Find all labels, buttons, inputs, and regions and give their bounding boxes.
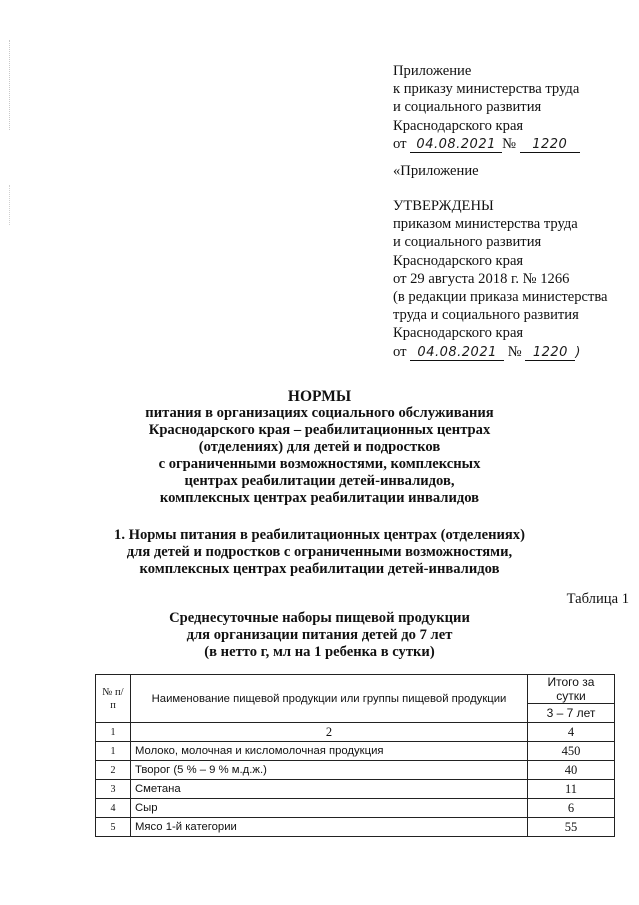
section-line: 1. Нормы питания в реабилитационных центрах (отделениях) [114, 527, 525, 543]
handwritten-number: 1220 [520, 137, 580, 153]
approval-line: приказом министерства труда [393, 216, 578, 233]
table-title-line: для организации питания детей до 7 лет [186, 627, 453, 643]
row-value: 55 [528, 818, 615, 837]
approval-line: (в редакции приказа министерства [393, 289, 608, 306]
number-label: № [502, 135, 517, 152]
handwritten-date: 04.08.2021 [410, 137, 502, 153]
approval-line: Краснодарского края [393, 252, 524, 269]
header-product-name: Наименование пищевой продукции или группы пищевой продукции [131, 675, 528, 723]
row-number: 1 [96, 742, 131, 761]
row-number: 2 [96, 761, 131, 780]
table-label: Таблица 1 [566, 591, 629, 607]
approval-date-line [393, 343, 633, 362]
title-line: (отделениях) для детей и подростков [198, 439, 441, 455]
title-line: с ограниченными возможностями, комплексных [158, 456, 481, 472]
appendix-line: и социального развития [393, 99, 542, 116]
row-number: 4 [96, 799, 131, 818]
approval-block [393, 197, 633, 362]
food-norms-table [95, 674, 615, 837]
row-number: 5 [96, 818, 131, 837]
index-cell: 1 [96, 723, 131, 742]
approval-line: Краснодарского края [393, 325, 524, 342]
scan-artifact [9, 185, 11, 225]
row-product: Сыр [131, 799, 528, 818]
table-row [96, 761, 615, 780]
approved-heading: УТВЕРЖДЕНЫ [393, 198, 494, 214]
section-heading [0, 527, 639, 578]
table-title [0, 610, 639, 661]
appendix-header [393, 62, 633, 153]
closing-paren: ) [575, 344, 581, 360]
approval-line: труда и социального развития [393, 307, 579, 324]
row-value: 11 [528, 780, 615, 799]
table-index-row [96, 723, 615, 742]
row-product: Творог (5 % – 9 % м.д.ж.) [131, 761, 528, 780]
row-value: 40 [528, 761, 615, 780]
title-line: центрах реабилитации детей-инвалидов, [184, 473, 455, 489]
appendix-line: Краснодарского края [393, 117, 524, 134]
table-title-line: Среднесуточные наборы пищевой продукции [169, 610, 470, 626]
title-line: комплексных центрах реабилитации инвалидов [159, 490, 480, 506]
header-daily-total: Итого за сутки [528, 675, 615, 704]
section-line: комплексных центрах реабилитации детей-инвалидов [139, 561, 500, 577]
title-line: Краснодарского края – реабилитационных центрах [148, 422, 491, 438]
appendix-date-line [393, 135, 633, 153]
table-title-line: (в нетто г, мл на 1 ребенка в сутки) [204, 644, 435, 660]
from-label: от [393, 135, 407, 152]
header-age: 3 – 7 лет [528, 704, 615, 723]
row-product: Мясо 1-й категории [131, 818, 528, 837]
number-label: № [507, 343, 522, 360]
section-line: для детей и подростков с ограниченными возможностями, [126, 544, 513, 560]
approval-line: и социального развития [393, 234, 542, 251]
header-number: № п/п [96, 675, 131, 723]
index-cell: 2 [131, 723, 528, 742]
row-product: Молоко, молочная и кисломолочная продукция [131, 742, 528, 761]
scan-artifact [9, 40, 11, 130]
table-row [96, 742, 615, 761]
appendix-line: Приложение [393, 63, 472, 79]
title-line: питания в организациях социального обслуживания [145, 405, 494, 421]
row-number: 3 [96, 780, 131, 799]
inner-appendix [393, 162, 633, 180]
row-product: Сметана [131, 780, 528, 799]
handwritten-date: 04.08.2021 [410, 345, 504, 361]
inner-appendix-line: «Приложение [393, 163, 479, 179]
table-row [96, 818, 615, 837]
row-value: 6 [528, 799, 615, 818]
table-row [96, 780, 615, 799]
table-header-row [96, 675, 615, 704]
table-row [96, 799, 615, 818]
appendix-line: к приказу министерства труда [393, 81, 580, 98]
handwritten-number: 1220 [525, 345, 575, 361]
document-title [0, 388, 639, 507]
from-label: от [393, 343, 407, 360]
index-cell: 4 [528, 723, 615, 742]
approval-line: от 29 августа 2018 г. № 1266 [393, 270, 570, 287]
row-value: 450 [528, 742, 615, 761]
title-main: НОРМЫ [287, 388, 352, 405]
